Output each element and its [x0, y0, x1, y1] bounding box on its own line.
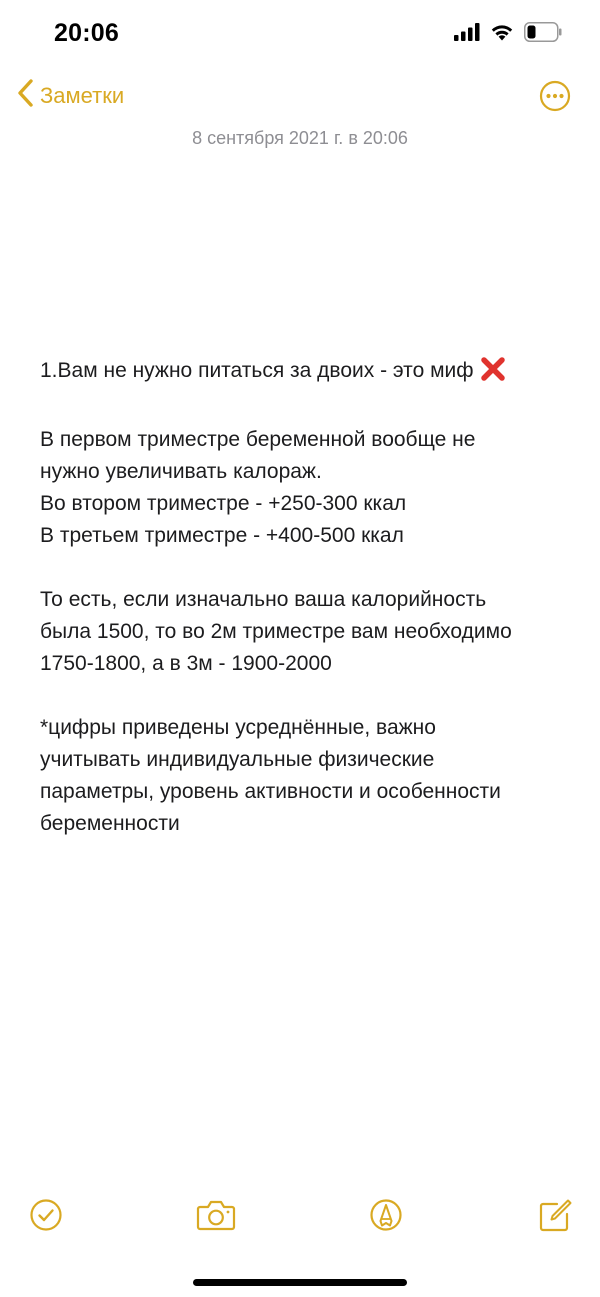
note-line: В третьем триместре - +400-500 ккал: [40, 524, 404, 547]
checklist-icon: [29, 1219, 63, 1236]
note-line: 1.Вам не нужно питаться за двоих - это миф: [40, 359, 474, 382]
back-button[interactable]: [16, 78, 124, 113]
compose-icon: [537, 1221, 573, 1238]
back-label: Заметки: [40, 82, 125, 108]
note-line: была 1500, то во 2м триместре вам необходимо: [40, 620, 512, 643]
note-line: Во втором триместре - +250-300 ккал: [40, 492, 407, 515]
battery-icon: [524, 22, 562, 47]
markup-button[interactable]: [369, 1198, 403, 1237]
status-time: 20:06: [54, 19, 119, 47]
more-options-button[interactable]: [539, 80, 571, 117]
note-paragraph: [40, 584, 570, 680]
note-line: нужно увеличивать калораж.: [40, 460, 322, 483]
note-line: 1750-1800, а в 3м - 1900-2000: [40, 652, 332, 675]
note-line: То есть, если изначально ваша калорийность: [40, 588, 487, 611]
camera-button[interactable]: [196, 1198, 236, 1237]
home-indicator[interactable]: [193, 1279, 407, 1286]
chevron-left-icon: [16, 78, 36, 113]
status-bar: [0, 0, 600, 66]
note-date: 8 сентября 2021 г. в 20:06: [192, 128, 408, 148]
checklist-button[interactable]: [29, 1198, 63, 1237]
markup-pen-icon: [369, 1219, 403, 1236]
note-body[interactable]: [40, 355, 570, 872]
status-icons: [454, 22, 562, 47]
note-line: *цифры приведены усреднённые, важно: [40, 716, 436, 739]
wifi-icon: [490, 23, 514, 46]
nav-bar: [0, 72, 600, 122]
note-line: параметры, уровень активности и особенности: [40, 780, 501, 803]
note-line: В первом триместре беременной вообще не: [40, 428, 476, 451]
note-paragraph: [40, 424, 570, 552]
note-paragraph: [40, 355, 570, 392]
note-line: беременности: [40, 812, 180, 835]
bottom-toolbar: [0, 1198, 600, 1242]
note-paragraph: [40, 712, 570, 840]
cross-mark-icon: [480, 356, 506, 392]
cellular-signal-icon: [454, 23, 480, 46]
compose-button[interactable]: [537, 1198, 573, 1239]
ellipsis-circle-icon: [539, 99, 571, 116]
camera-icon: [196, 1219, 236, 1236]
note-line: учитывать индивидуальные физические: [40, 748, 435, 771]
